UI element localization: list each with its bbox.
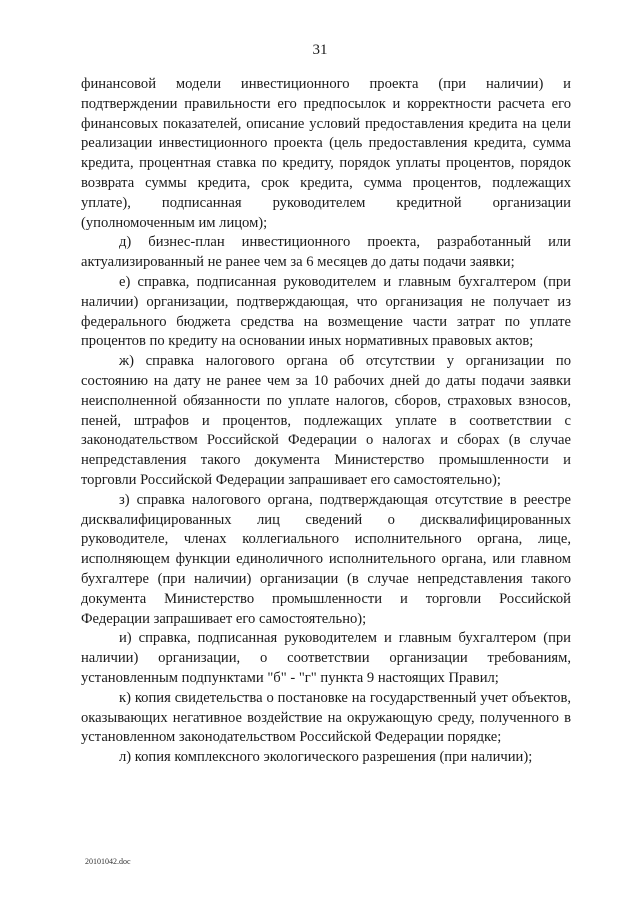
- paragraph-item-zh: ж) справка налогового органа об отсутствии у организации по состоянию на дату не ранее чем за 10 рабочих дней до даты подачи заявки неисполненной обязанности по уплате налогов, сборов, страховых взносов, пеней, штрафов и процентов, подлежащих уплате в соответствии с законодательством Российской Федерации о налогах и сборах (в случае непредставления такого документа Министерство промышленности и торговли Российской Федерации запрашивает его самостоятельно);: [81, 353, 571, 488]
- footer-document-code: 20101042.doc: [85, 857, 131, 866]
- paragraph-item-i: и) справка, подписанная руководителем и главным бухгалтером (при наличии) организации, о соответствии организации требованиям, установленным подпунктами "б" - "г" пункта 9 настоящих Правил;: [81, 630, 571, 686]
- paragraph-item-e: е) справка, подписанная руководителем и главным бухгалтером (при наличии) организации, подтверждающая, что организация не получает из федерального бюджета средства на возмещение части затрат по уплате процентов по кредиту на основании иных нормативных правовых актов;: [81, 273, 571, 350]
- paragraph-item-k: к) копия свидетельства о постановке на государственный учет объектов, оказывающих негативное воздействие на окружающую среду, полученного в установленном законодательством Российской Федерации порядке;: [81, 689, 571, 746]
- paragraph-item-d: д) бизнес-план инвестиционного проекта, разработанный или актуализированный не ранее чем за 6 месяцев до даты подачи заявки;: [81, 234, 571, 271]
- paragraph-continuation: финансовой модели инвестиционного проекта (при наличии) и подтверждении правильности его предпосылок и корректности расчета его финансовых показателей, описание условий предоставления кредита на цели реализации инвестиционного проекта (цель предоставления кредита, сумма кредита, процентная ставка по кредиту, порядок уплаты процентов, порядок возврата суммы кредита, срок кредита, сумма процентов, подлежащих уплате), подписанная руководителем кредитной организации (уполномоченным им лицом);: [81, 76, 571, 231]
- paragraph-item-z: з) справка налогового органа, подтверждающая отсутствие в реестре дисквалифицированных лиц сведений о дисквалифицированных руководителе, членах коллегиального исполнительного органа, лице, исполняющем функции единоличного исполнительного органа, или главном бухгалтере (при наличии) организации (в случае непредставления такого документа Министерство промышленности и торговли Российской Федерации запрашивает его самостоятельно);: [81, 491, 571, 627]
- paragraph-item-l: л) копия комплексного экологического разрешения (при наличии);: [119, 749, 533, 766]
- document-body: [81, 75, 571, 768]
- page-number: 31: [312, 42, 328, 58]
